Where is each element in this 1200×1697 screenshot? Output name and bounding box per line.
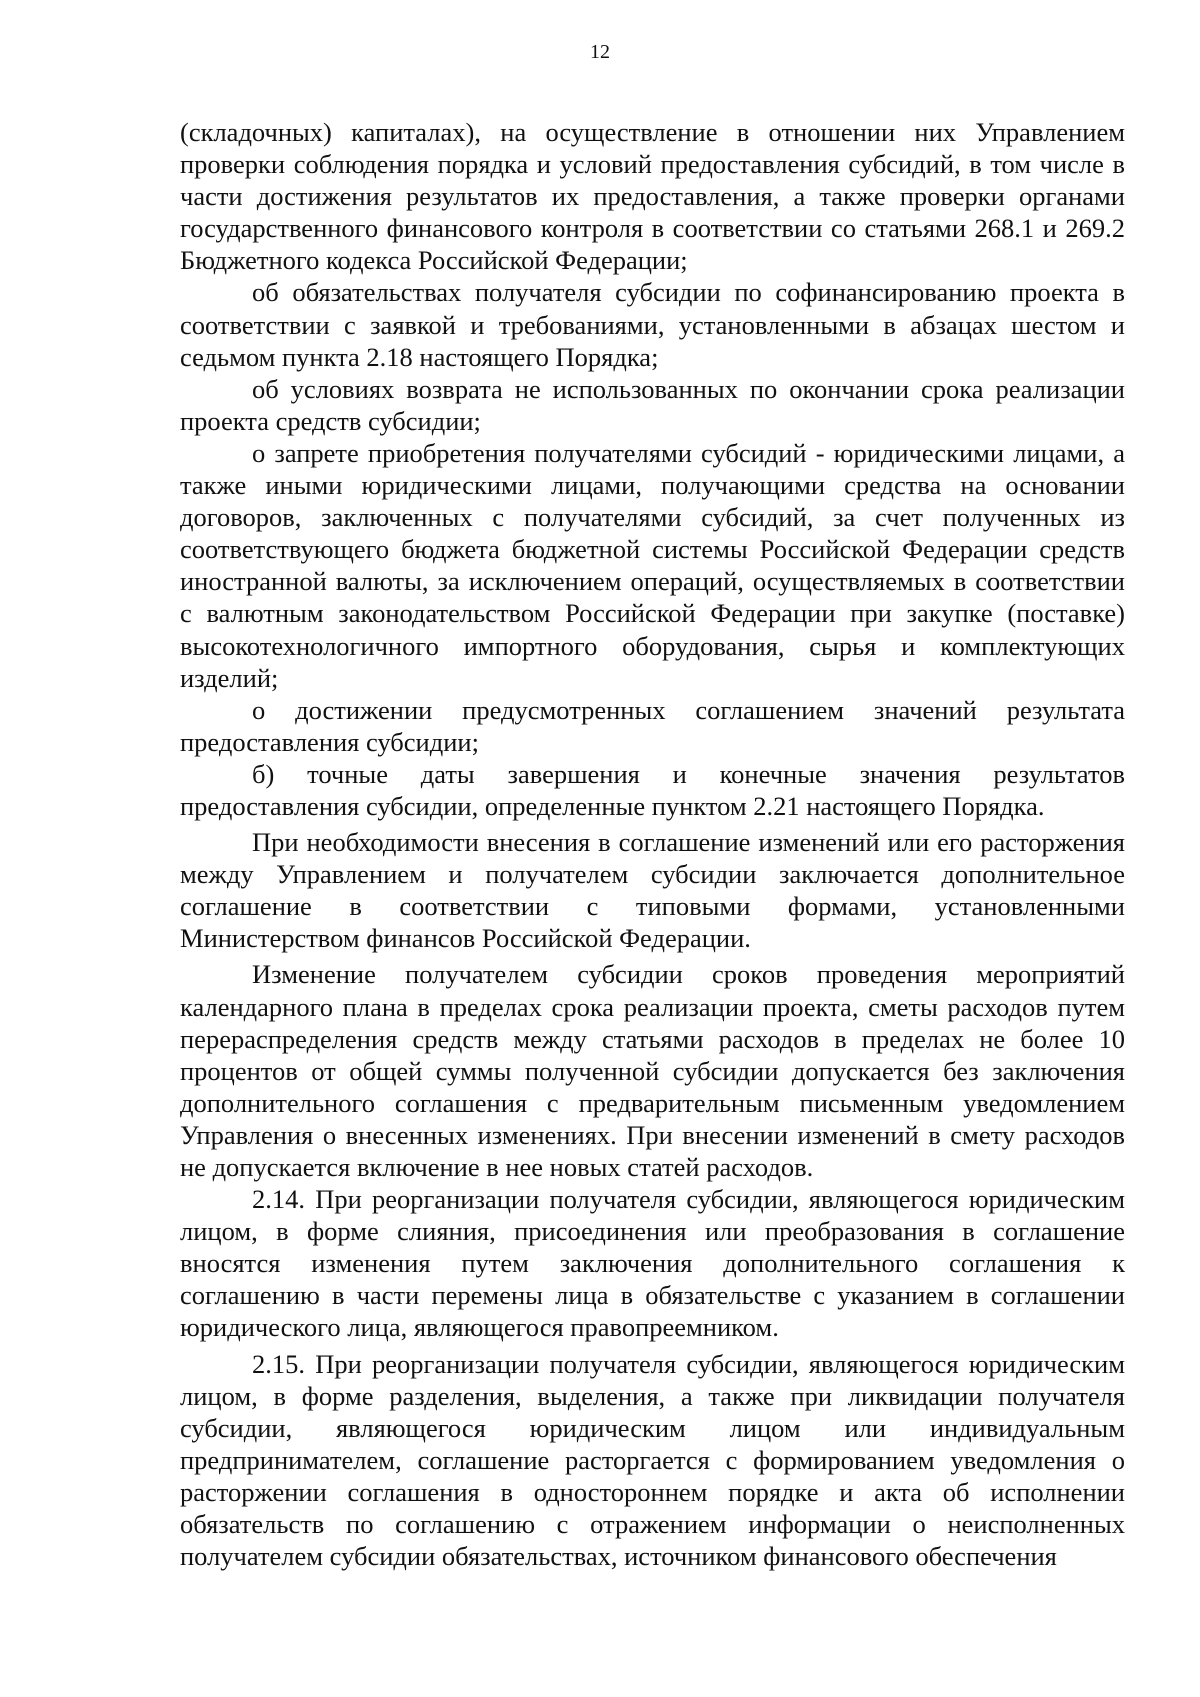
paragraph-refund-conditions: об условиях возврата не использованных по окончании срока реализации проекта средств субсидии;	[180, 373, 1125, 436]
paragraph-currency-ban: о запрете приобретения получателями субсидий - юридическими лицами, а также иными юридическими лицами, получающими средства на основании договоров, заключенных с получателями субсидий, за счет полученных из соответствующего бюджета бюджетной системы Российской Федерации средств иностранной валюты, за исключением операций, осуществляемых в соответствии с валютным законодательством Российской Федерации при закупке (поставке) высокотехнологичного импортного оборудования, сырья и комплектующих изделий;	[180, 437, 1125, 693]
paragraph-2-15-termination: 2.15. При реорганизации получателя субсидии, являющегося юридическим лицом, в форме разделения, выделения, а также при ликвидации получателя субсидии, являющегося юридическим лицом или индивидуальным предпринимателем, соглашение расторгается с формированием уведомления о расторжении соглашения в одностороннем порядке и акта об исполнении обязательств по соглашению с отражением информации о неисполненных получателем субсидии обязательствах, источником финансового обеспечения	[180, 1348, 1125, 1572]
paragraph-cofinancing: об обязательствах получателя субсидии по софинансированию проекта в соответствии с заявкой и требованиями, установленными в абзацах шестом и седьмом пункта 2.18 настоящего Порядка;	[180, 277, 1125, 372]
paragraph-2-14-reorganization: 2.14. При реорганизации получателя субсидии, являющегося юридическим лицом, в форме слияния, присоединения или преобразования в соглашение вносятся изменения путем заключения дополнительного соглашения к соглашению в части перемены лица в обязательстве с указанием в соглашении юридического лица, являющегося правопреемником.	[180, 1184, 1125, 1343]
paragraph-continuation: (складочных) капиталах), на осуществление в отношении них Управлением проверки соблюдения порядка и условий предоставления субсидий, в том числе в части достижения результатов их предоставления, а также проверки органами государственного финансового контроля в соответствии со статьями 268.1 и 269.2 Бюджетного кодекса Российской Федерации;	[180, 117, 1125, 276]
paragraph-schedule-changes: Изменение получателем субсидии сроков проведения мероприятий календарного плана в пределах срока реализации проекта, сметы расходов путем перераспределения средств между статьями расходов в пределах не более 10 процентов от общей суммы полученной субсидии допускается без заключения дополнительного соглашения с предварительным письменным уведомлением Управления о внесенных изменениях. При внесении изменений в смету расходов не допускается включение в нее новых статей расходов.	[180, 959, 1125, 1182]
paragraph-dates-and-values: б) точные даты завершения и конечные значения результатов предоставления субсидии, определенные пунктом 2.21 настоящего Порядка.	[180, 758, 1125, 821]
document-body	[180, 116, 1125, 1572]
paragraph-result-values: о достижении предусмотренных соглашением значений результата предоставления субсидии;	[180, 694, 1125, 757]
page-number: 12	[590, 41, 610, 63]
paragraph-additional-agreement: При необходимости внесения в соглашение изменений или его расторжения между Управлением и получателем субсидии заключается дополнительное соглашение в соответствии с типовыми формами, установленными Министерством финансов Российской Федерации.	[180, 827, 1125, 954]
